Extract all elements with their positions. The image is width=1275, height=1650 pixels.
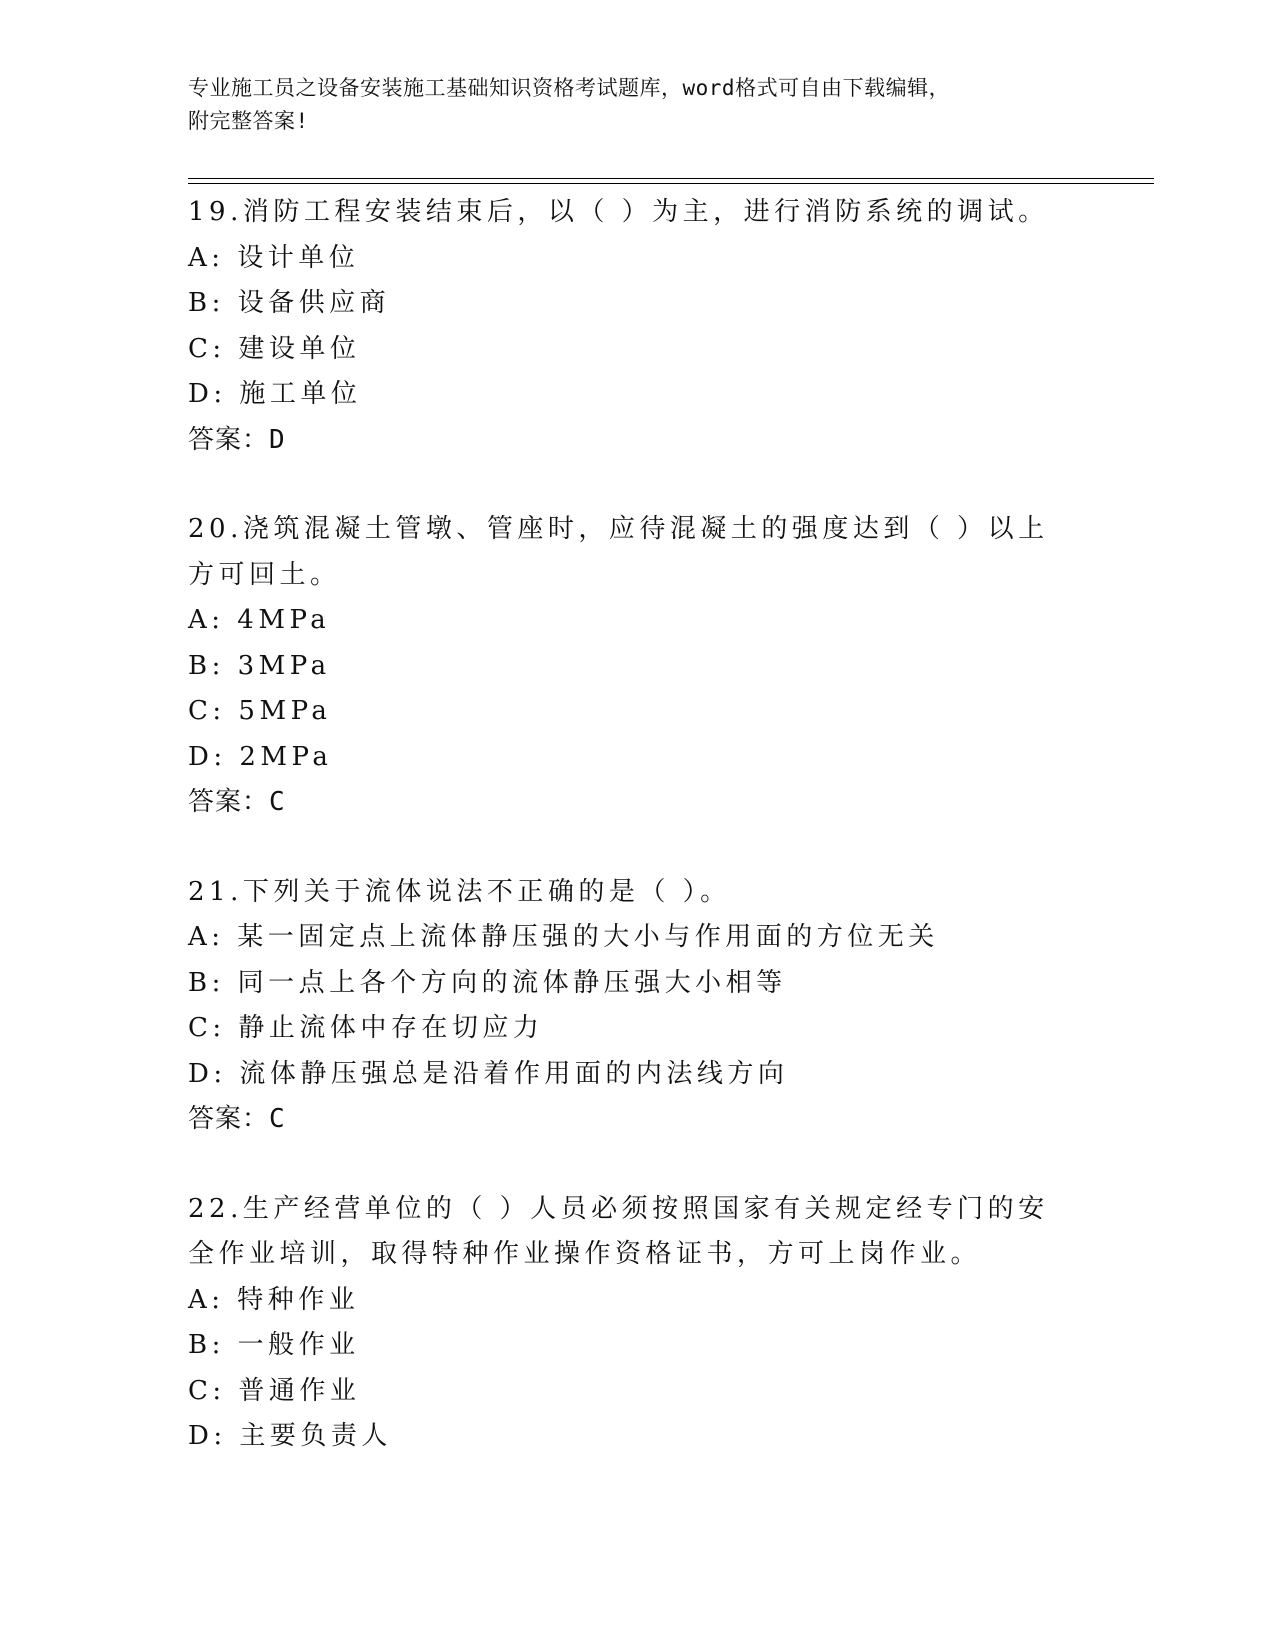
option-a: A: 某一固定点上流体静压强的大小与作用面的方位无关 [188, 922, 939, 952]
answer: 答案：D [188, 424, 286, 455]
option-b: B: 同一点上各个方向的流体静压强大小相等 [188, 967, 787, 998]
option-b: B: 设备供应商 [188, 288, 391, 318]
header-line-1: 专业施工员之设备安装施工基础知识资格考试题库，word格式可自由下载编辑， [188, 76, 951, 100]
question-22 [188, 1187, 1068, 1460]
header-divider-top [188, 178, 1154, 179]
answer: 答案：C [188, 1104, 286, 1134]
option-d: D: 施工单位 [188, 379, 362, 409]
question-stem: 19.消防工程安装结束后，以（ ）为主，进行消防系统的调试。 [188, 197, 1049, 227]
question-21 [188, 870, 1068, 1143]
option-d: D: 2MPa [188, 741, 333, 772]
option-d: D: 流体静压强总是沿着作用面的内法线方向 [188, 1058, 789, 1089]
answer: 答案：C [188, 787, 286, 817]
option-a: A: 4MPa [188, 605, 331, 635]
question-19 [188, 190, 1068, 463]
option-c: C: 静止流体中存在切应力 [188, 1013, 544, 1043]
option-c: C: 5MPa [188, 696, 332, 726]
question-20 [188, 507, 1068, 826]
question-list [188, 190, 1068, 1504]
option-b: B: 3MPa [188, 650, 331, 681]
document-header [188, 72, 1088, 138]
header-line-2: 附完整答案! [188, 109, 309, 133]
option-b: B: 一般作业 [188, 1330, 360, 1360]
option-a: A: 特种作业 [188, 1284, 360, 1315]
option-c: C: 建设单位 [188, 333, 361, 364]
option-a: A: 设计单位 [188, 242, 360, 273]
option-d: D: 主要负责人 [188, 1421, 392, 1451]
question-stem: 21.下列关于流体说法不正确的是（ ）。 [188, 876, 731, 907]
question-stem: 20.浇筑混凝土管墩、管座时，应待混凝土的强度达到（ ）以上方可回土。 [188, 514, 1049, 590]
header-divider-bottom [188, 183, 1154, 184]
question-stem: 22.生产经营单位的（ ）人员必须按照国家有关规定经专门的安全作业培训，取得特种作业操作资格证书，方可上岗作业。 [188, 1193, 1049, 1269]
option-c: C: 普通作业 [188, 1375, 361, 1406]
